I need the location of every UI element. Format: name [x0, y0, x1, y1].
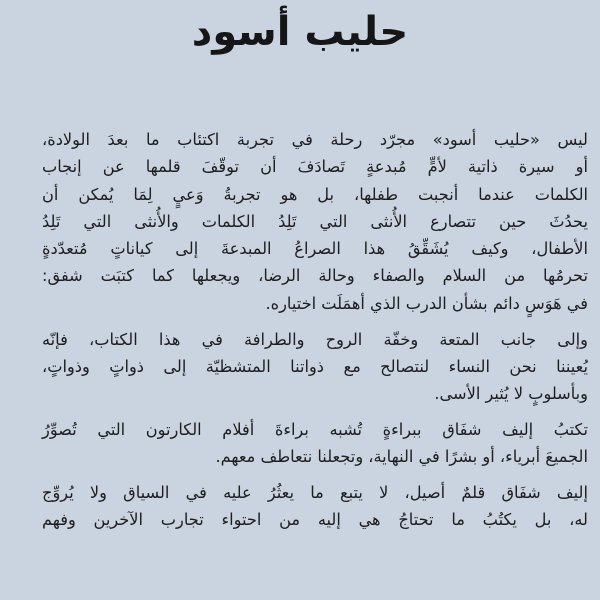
text-line: الجميعَ أبرياء، أو بشرًا في النهاية، وتجعلنا نتعاطف معهم. [215, 447, 588, 467]
text-line: أو سيرة ذاتية لأمٍّ مُبدعةٍ تَصادَفَ أن توقّفَ قلمها عن إنجاب [42, 157, 588, 177]
text-line: إليف شفَاق قلمٌ أصيل، لا يتبع ما يعثُرُ عليه في السياق ولا يُروِّج [42, 483, 588, 503]
text-line: يحدُثَ حين تتصارع الأُنثى التي تَلِدُ الكلمات والأُنثى التي تَلِدُ [42, 211, 588, 231]
paragraph-4 [42, 479, 588, 534]
text-line: تكتبُ إليف شفَاق ببراءةٍ تُشبه براءةَ أفلام الكارتون التي تُصوِّرُ [42, 419, 588, 439]
text-line: في هَوَسٍ دائم بشأن الدرب الذي أهمَلَت اختياره. [265, 293, 588, 313]
text-line: الكلمات عندما أنجبت طفلها، بل هو تجربةُ وَعيٍ لِمَا يُمكن أن [42, 184, 588, 204]
text-line: له، بل يكتُبُ ما تحتاجُ هي إليه من احتواء تجارب الآخرين وفهم [42, 510, 588, 530]
paragraph-2 [42, 326, 588, 408]
text-line: تحرمُها من السلام والصفاء وحالة الرضا، ويجعلها كما كتبَت شفق: [42, 266, 588, 286]
text-line: وبأسلوبٍ لا يُثير الأسى. [434, 384, 588, 404]
text-line: يُعيننا نحن النساء لنتصالح مع ذواتنا المتشظيّة إلى ذواتٍ وذواتٍ، [42, 356, 588, 376]
blurb-text [42, 126, 588, 534]
text-line: ليس «حليب أسود» مجرّد رحلة في تجربة اكتئاب ما بعدَ الولادة، [42, 130, 588, 149]
paragraph-1 [42, 126, 588, 317]
text-line: الأطفال، وكيف يُشَقِّقُ هذا الصراعُ المبدعةَ إلى كياناتٍ مُتعدّدةٍ [42, 239, 588, 259]
book-title: حليب أسود [191, 9, 409, 55]
text-line: وإلى جانب المتعة وخفّة الروح والطرافة في هذا الكتاب، فإنّه [42, 329, 588, 349]
paragraph-3 [42, 416, 588, 471]
